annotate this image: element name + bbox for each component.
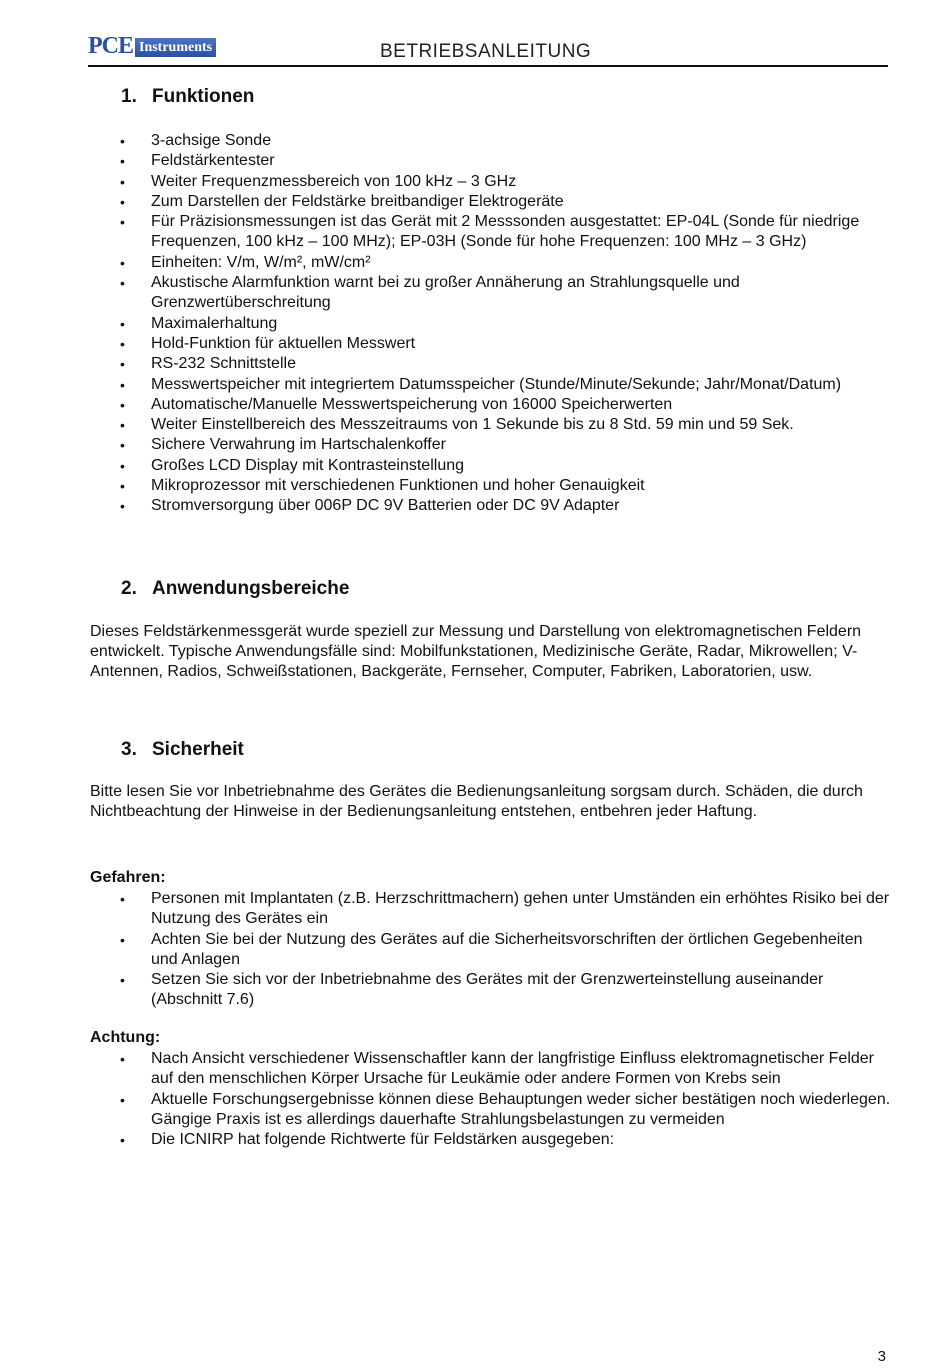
- list-item: [0, 395, 891, 415]
- section-heading-functions: [121, 86, 254, 108]
- list-item: [0, 192, 891, 212]
- bullet-icon: •: [120, 498, 125, 515]
- list-item-text: Setzen Sie sich vor der Inbetriebnahme des Gerätes mit der Grenzwerteinstellung auseinander (Abschnitt 7.6): [151, 971, 824, 1009]
- list-item-text: Hold-Funktion für aktuellen Messwert: [151, 334, 416, 352]
- bullet-icon: •: [120, 457, 125, 474]
- bullet-icon: •: [120, 1132, 125, 1149]
- dangers-list: [0, 889, 891, 1011]
- bullet-icon: •: [120, 153, 125, 170]
- list-item: [0, 415, 891, 435]
- bullet-icon: •: [120, 275, 125, 292]
- list-item: [0, 476, 891, 496]
- list-item-text: RS-232 Schnittstelle: [151, 355, 296, 373]
- list-item: [0, 456, 891, 476]
- list-item: [0, 1130, 891, 1150]
- list-item-text: Die ICNIRP hat folgende Richtwerte für Feldstärken ausgegeben:: [151, 1131, 615, 1149]
- list-item: [0, 970, 891, 1011]
- document-title: BETRIEBSANLEITUNG: [380, 41, 592, 62]
- list-item: [0, 273, 891, 314]
- section-number: 3.: [121, 739, 137, 760]
- list-item: [0, 889, 891, 930]
- list-item-text: Sichere Verwahrung im Hartschalenkoffer: [151, 436, 446, 454]
- bullet-icon: •: [120, 478, 125, 495]
- list-item: [0, 314, 891, 334]
- list-item: [0, 172, 891, 192]
- header-divider: [88, 65, 888, 67]
- attention-heading: Achtung:: [90, 1029, 161, 1046]
- list-item-text: 3-achsige Sonde: [151, 132, 272, 149]
- list-item: [0, 334, 891, 354]
- page-number: 3: [877, 1348, 886, 1365]
- section-title-text: Anwendungsbereiche: [152, 578, 350, 599]
- bullet-icon: •: [120, 335, 125, 352]
- section-heading-safety: [121, 739, 244, 761]
- list-item-text: Maximalerhaltung: [151, 314, 278, 332]
- list-item-text: Für Präzisionsmessungen ist das Gerät mit 2 Messsonden ausgestattet: EP-04L (Sonde für niedrige Frequenzen, 100 kHz – 100 MHz); EP-03H (Sonde für hohe Frequenzen: 100 MHz – 3 GHz): [151, 213, 860, 251]
- section-number: 2.: [121, 578, 137, 599]
- list-item: [0, 354, 891, 374]
- list-item: [0, 496, 891, 516]
- list-item: [0, 131, 891, 151]
- list-item: [0, 151, 891, 171]
- bullet-icon: •: [120, 193, 125, 210]
- attention-list: [0, 1049, 891, 1150]
- bullet-icon: •: [120, 437, 125, 454]
- bullet-icon: •: [120, 254, 125, 271]
- bullet-icon: •: [120, 356, 125, 373]
- list-item-text: Messwertspeicher mit integriertem Datumsspeicher (Stunde/Minute/Sekunde; Jahr/Monat/Datum): [151, 375, 842, 393]
- list-item-text: Personen mit Implantaten (z.B. Herzschrittmachern) gehen unter Umständen ein erhöhtes Risiko bei der Nutzung des Gerätes ein: [151, 890, 890, 928]
- list-item: [0, 375, 891, 395]
- list-item-text: Aktuelle Forschungsergebnisse können diese Behauptungen weder sicher bestätigen noch wiederlegen. Gängige Praxis ist es allerdings dauerhafte Strahlungsbelastungen zu vermeiden: [151, 1090, 891, 1128]
- bullet-icon: •: [120, 417, 125, 434]
- list-item: [0, 253, 891, 273]
- section-number: 1.: [121, 86, 137, 107]
- bullet-icon: •: [120, 376, 125, 393]
- bullet-icon: •: [120, 396, 125, 413]
- list-item: [0, 1090, 891, 1131]
- bullet-icon: •: [120, 315, 125, 332]
- applications-paragraph: Dieses Feldstärkenmessgerät wurde speziell zur Messung und Darstellung von elektromagnetischen Feldern entwickelt. Typische Anwendungsfälle sind: Mobilfunkstationen, Medizinische Geräte, Radar, Mikrowellen; V-Antennen, Radios, Schweißstationen, Backgeräte, Fernseher, Computer, Fabriken, Laboratorien, usw.: [90, 623, 862, 680]
- list-item-text: Mikroprozessor mit verschiedenen Funktionen und hoher Genauigkeit: [151, 477, 645, 495]
- list-item-text: Einheiten: V/m, W/m², mW/cm²: [151, 253, 371, 271]
- list-item-text: Zum Darstellen der Feldstärke breitbandiger Elektrogeräte: [151, 192, 564, 210]
- list-item-text: Achten Sie bei der Nutzung des Gerätes auf die Sicherheitsvorschriften der örtlichen Gegebenheiten und Anlagen: [151, 930, 863, 968]
- section-title-text: Sicherheit: [152, 739, 244, 760]
- list-item-text: Großes LCD Display mit Kontrasteinstellung: [151, 456, 465, 474]
- page-header: [88, 24, 888, 68]
- functions-list: [0, 131, 891, 517]
- list-item-text: Weiter Einstellbereich des Messzeitraums von 1 Sekunde bis zu 8 Std. 59 min und 59 Sek.: [151, 416, 794, 434]
- list-item-text: Automatische/Manuelle Messwertspeicherung von 16000 Speicherwerten: [151, 395, 673, 413]
- list-item-text: Weiter Frequenzmessbereich von 100 kHz – 3 GHz: [151, 172, 517, 190]
- dangers-heading: Gefahren:: [90, 869, 166, 886]
- section-heading-applications: [121, 578, 349, 600]
- bullet-icon: •: [120, 891, 125, 907]
- list-item-text: Stromversorgung über 006P DC 9V Batterien oder DC 9V Adapter: [151, 497, 620, 515]
- bullet-icon: •: [120, 972, 125, 989]
- bullet-icon: •: [120, 133, 125, 149]
- list-item-text: Nach Ansicht verschiedener Wissenschaftler kann der langfristige Einfluss elektromagnetischer Felder auf den menschlichen Körper Ursache für Leukämie oder andere Formen von Krebs sein: [151, 1050, 875, 1088]
- logo-instruments-text: Instruments: [135, 38, 216, 57]
- bullet-icon: •: [120, 214, 125, 231]
- section-title-text: Funktionen: [152, 86, 255, 107]
- safety-paragraph: Bitte lesen Sie vor Inbetriebnahme des Gerätes die Bedienungsanleitung sorgsam durch. Schäden, die durch Nichtbeachtung der Hinweise in der Bedienungsanleitung entstehen, entbehren jeder Haftung.: [90, 783, 863, 820]
- pce-instruments-logo: [88, 30, 216, 60]
- bullet-icon: •: [120, 931, 125, 948]
- list-item: [0, 930, 891, 971]
- list-item-text: Feldstärkentester: [151, 152, 275, 170]
- list-item: [0, 212, 891, 253]
- bullet-icon: •: [120, 1091, 125, 1108]
- list-item: [0, 1049, 891, 1090]
- bullet-icon: •: [120, 173, 125, 190]
- list-item-text: Akustische Alarmfunktion warnt bei zu großer Annäherung an Strahlungsquelle und Grenzwertüberschreitung: [151, 274, 740, 312]
- logo-pce-text: PCE: [88, 33, 133, 59]
- list-item: [0, 435, 891, 455]
- bullet-icon: •: [120, 1051, 125, 1067]
